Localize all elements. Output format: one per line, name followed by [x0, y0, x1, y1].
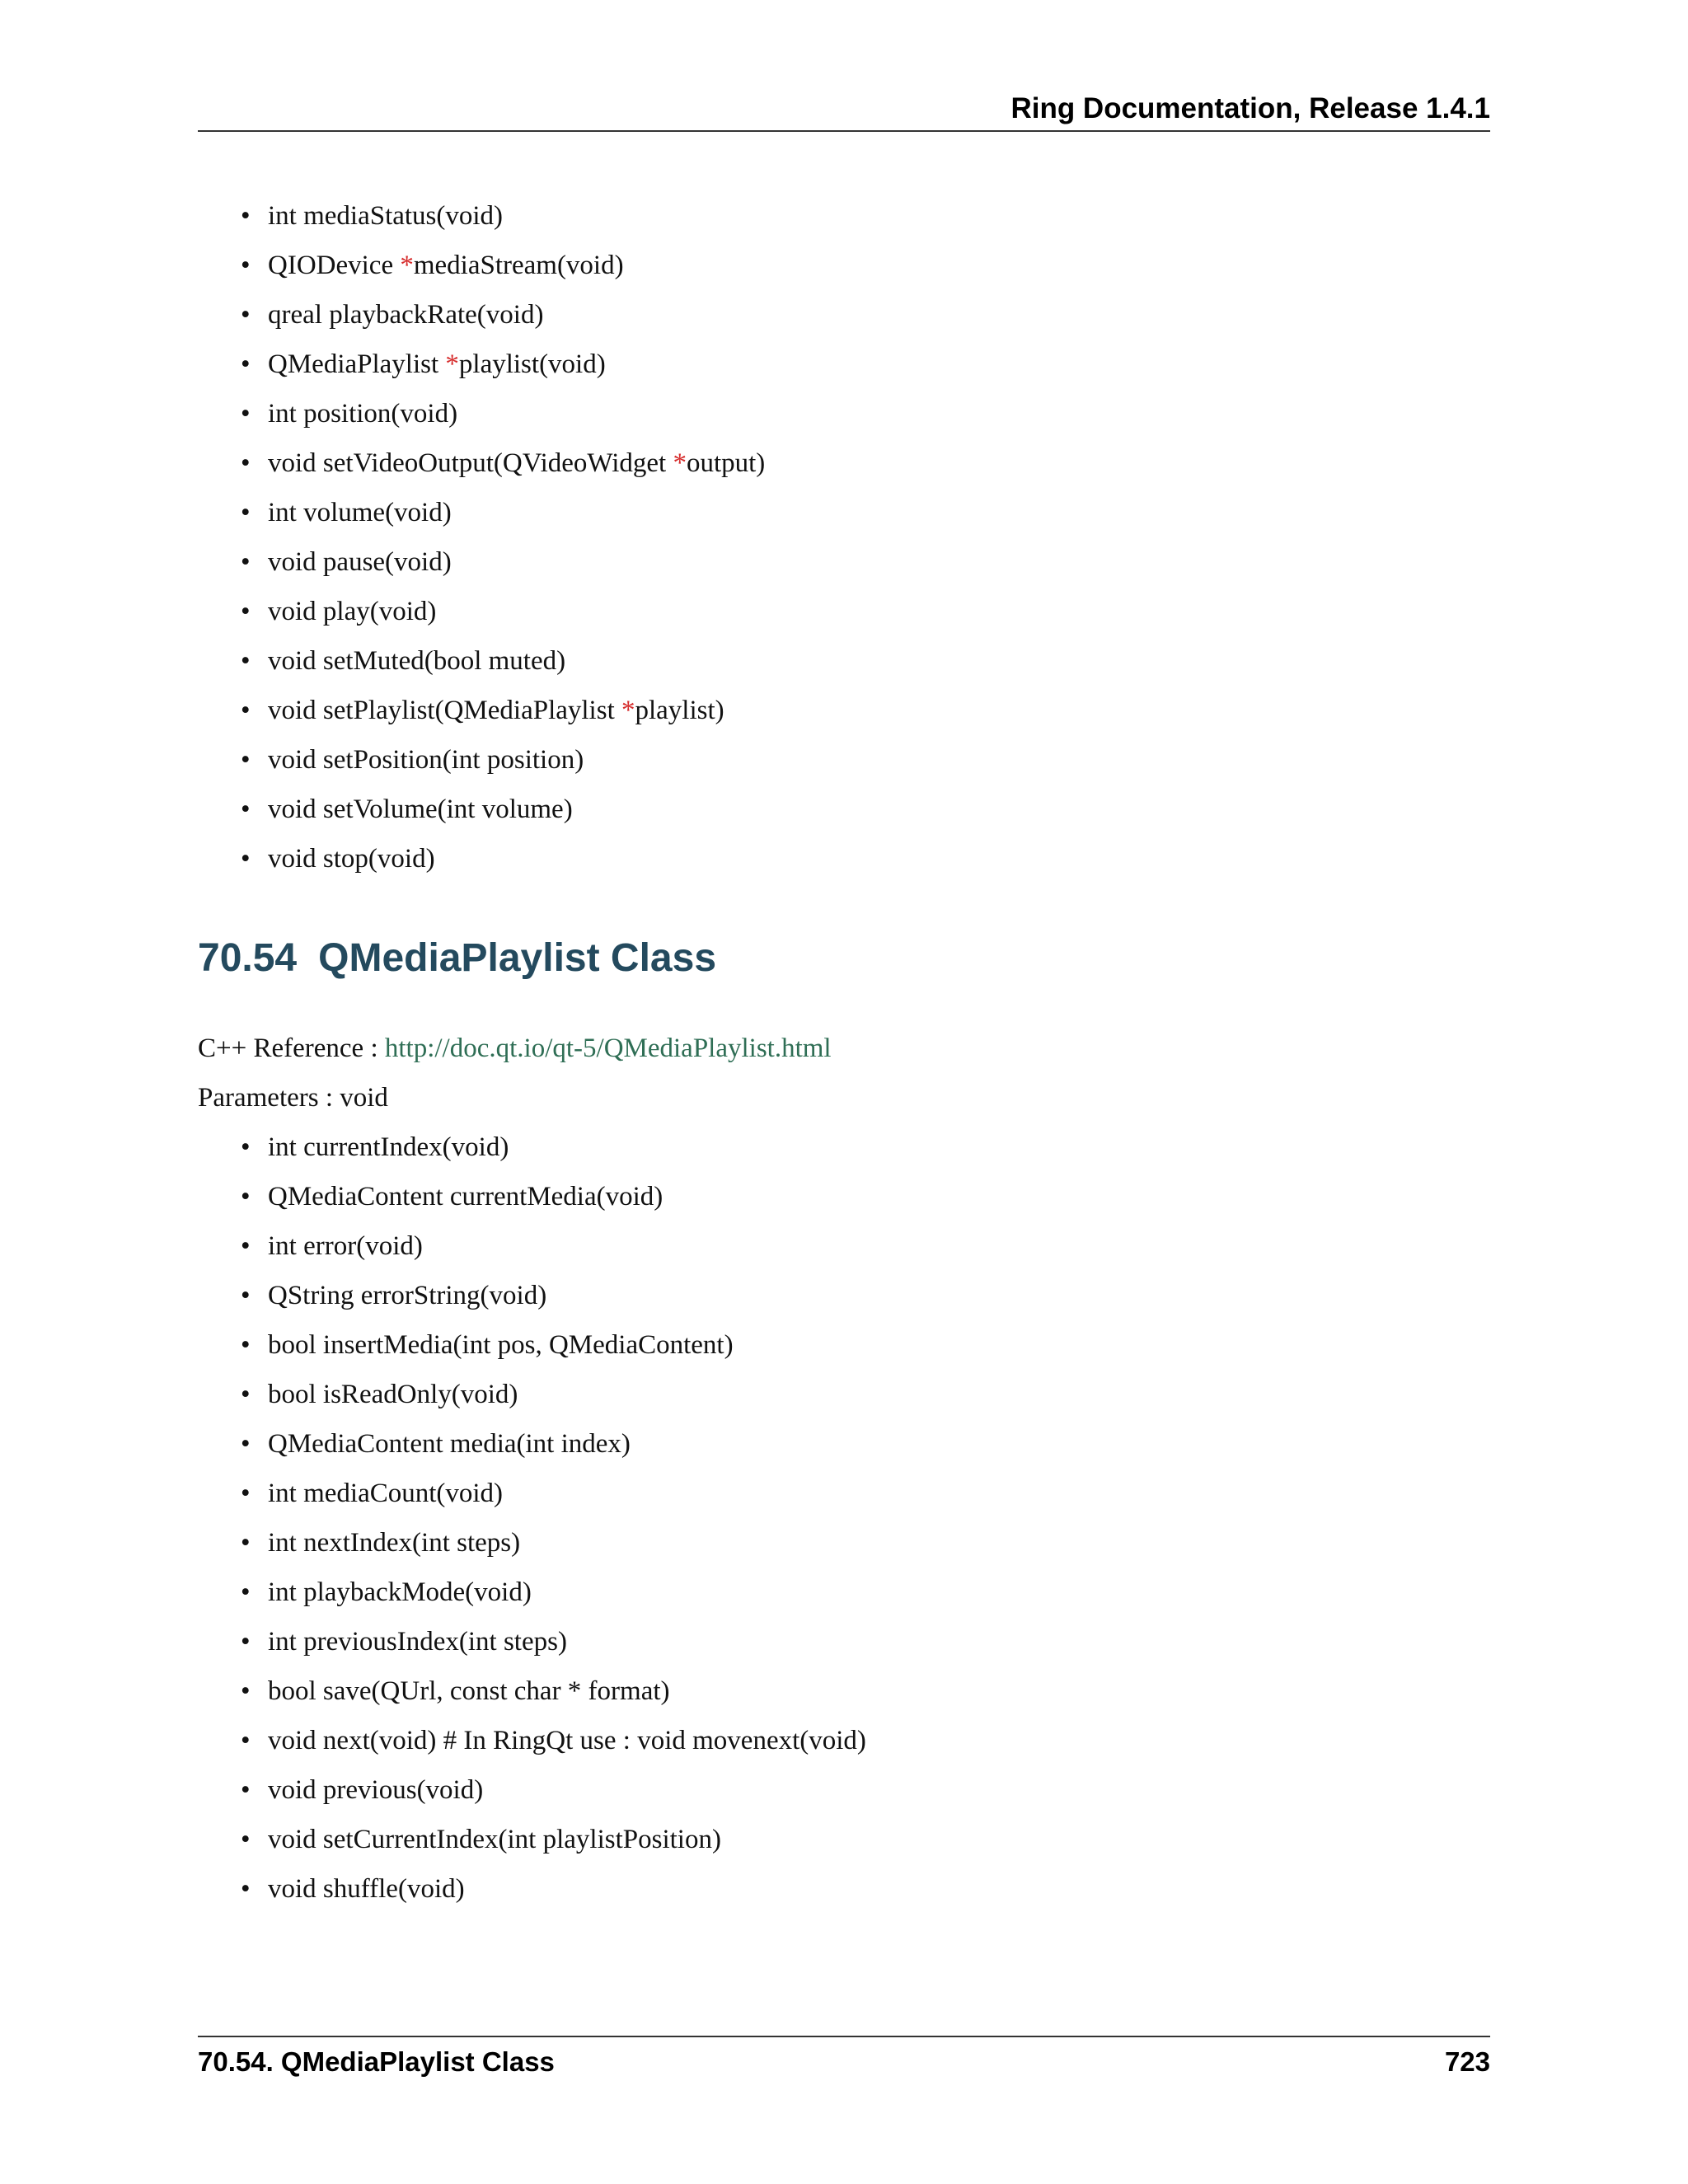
bullet-icon: •: [241, 1726, 251, 1755]
bullet-icon: •: [241, 448, 251, 478]
list-item: • QMediaContent media(int index): [231, 1419, 866, 1469]
list-item: • QString errorString(void): [231, 1271, 866, 1320]
section-number: 70.54: [198, 936, 298, 980]
list-item: • void setPosition(int position): [231, 735, 765, 785]
header-rule: [198, 130, 1490, 132]
bullet-icon: •: [241, 1775, 251, 1805]
bullet-icon: •: [241, 844, 251, 874]
list-item: • void previous(void): [231, 1765, 866, 1815]
reference-label: C++ Reference :: [198, 1033, 385, 1063]
list-item: • QMediaContent currentMedia(void): [231, 1172, 866, 1221]
list-item: • int currentIndex(void): [231, 1122, 866, 1172]
bullet-icon: •: [241, 498, 251, 527]
list-item: • bool save(QUrl, const char * format): [231, 1666, 866, 1716]
bullet-icon: •: [241, 1380, 251, 1409]
asterisk: *: [673, 448, 687, 478]
list-item: • int error(void): [231, 1221, 866, 1271]
list-item: • QMediaPlaylist *playlist(void): [231, 340, 765, 389]
bullet-icon: •: [241, 300, 251, 330]
asterisk: *: [621, 696, 635, 725]
bullet-icon: •: [241, 1627, 251, 1657]
bullet-icon: •: [241, 1182, 251, 1212]
cpp-reference-line: [198, 1024, 832, 1073]
list-item: • void setVolume(int volume): [231, 785, 765, 834]
method-list-qmediaplayer: [231, 191, 765, 883]
footer-section-title: 70.54. QMediaPlaylist Class: [198, 2046, 555, 2077]
bullet-icon: •: [241, 399, 251, 429]
bullet-icon: •: [241, 794, 251, 824]
list-item: • int playbackMode(void): [231, 1568, 866, 1617]
list-item: • bool isReadOnly(void): [231, 1370, 866, 1419]
asterisk: *: [445, 349, 459, 379]
bullet-icon: •: [241, 1874, 251, 1904]
list-item: • void pause(void): [231, 537, 765, 587]
bullet-icon: •: [241, 349, 251, 379]
bullet-icon: •: [241, 547, 251, 577]
list-item: • void next(void) # In RingQt use : void movenext(void): [231, 1716, 866, 1765]
list-item: • void play(void): [231, 587, 765, 636]
reference-link[interactable]: http://doc.qt.io/qt-5/QMediaPlaylist.html: [384, 1033, 832, 1063]
page-number: 723: [1444, 2046, 1490, 2077]
section-heading: [198, 935, 716, 981]
footer-rule: [198, 2036, 1490, 2037]
list-item: • QIODevice *mediaStream(void): [231, 241, 765, 290]
parameters-line: Parameters : void: [198, 1083, 388, 1113]
list-item: • void setCurrentIndex(int playlistPosition): [231, 1815, 866, 1864]
bullet-icon: •: [241, 1231, 251, 1261]
list-item: • void stop(void): [231, 834, 765, 883]
method-list-qmediaplaylist: [231, 1122, 866, 1914]
bullet-icon: •: [241, 1825, 251, 1854]
bullet-icon: •: [241, 1281, 251, 1310]
list-item: • int nextIndex(int steps): [231, 1518, 866, 1568]
list-item: • int previousIndex(int steps): [231, 1617, 866, 1666]
section-title: QMediaPlaylist Class: [318, 936, 717, 980]
running-header-title: Ring Documentation, Release 1.4.1: [1010, 92, 1490, 124]
list-item: • int mediaCount(void): [231, 1469, 866, 1518]
list-item: • int position(void): [231, 389, 765, 438]
bullet-icon: •: [241, 1528, 251, 1558]
bullet-icon: •: [241, 646, 251, 676]
list-item: • bool insertMedia(int pos, QMediaContent): [231, 1320, 866, 1370]
list-item: • void setMuted(bool muted): [231, 636, 765, 686]
asterisk: *: [400, 251, 414, 280]
list-item: • void setVideoOutput(QVideoWidget *output): [231, 438, 765, 488]
list-item: • void setPlaylist(QMediaPlaylist *playlist): [231, 686, 765, 735]
list-item: • int volume(void): [231, 488, 765, 537]
bullet-icon: •: [241, 745, 251, 775]
bullet-icon: •: [241, 1132, 251, 1162]
bullet-icon: •: [241, 1676, 251, 1706]
bullet-icon: •: [241, 1330, 251, 1360]
list-item: • qreal playbackRate(void): [231, 290, 765, 340]
bullet-icon: •: [241, 251, 251, 280]
bullet-icon: •: [241, 696, 251, 725]
bullet-icon: •: [241, 1577, 251, 1607]
list-item: • void shuffle(void): [231, 1864, 866, 1914]
bullet-icon: •: [241, 1479, 251, 1508]
bullet-icon: •: [241, 201, 251, 231]
list-item: • int mediaStatus(void): [231, 191, 765, 241]
bullet-icon: •: [241, 1429, 251, 1459]
bullet-icon: •: [241, 597, 251, 626]
